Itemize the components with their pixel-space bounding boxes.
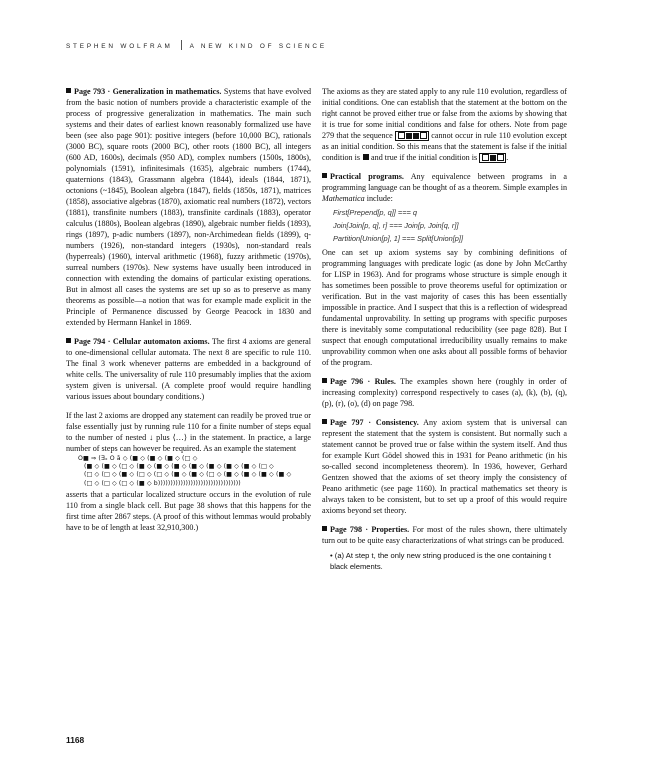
page-number: 1168 (66, 735, 85, 745)
text-run: The axioms as they are stated apply to any rule 110 evolution, regardless of initial conditions. One can establish that the statement at the bottom on the right cannot be proved either true or false from the axioms by showing that it is true for some initial conditions and false for others. Note from page 279 that the sequence (322, 87, 567, 140)
note-generalization (66, 86, 311, 328)
note-rules (322, 376, 567, 409)
header-book-title: A NEW KIND OF SCIENCE (189, 43, 327, 50)
paragraph-axiom-systems: One can set up axiom systems say by combining definitions of programming languages with predicate logic (as done by John McCarthy for LISP in 1963). And for programs whose structure is simple enough it has sometimes been possible to prove theorems useful for optimization or verification. But in the vast majority of cases this has been essentially impossible in practice. And I suspect that this is a reflection of widespread fundamental unprovability. In setting up programs with specific purposes there is inevitably some computational reducibility (see page 828). But I suspect that enough computational irreducibility usually remains to make unprovability common when one asks about all possible forms of behavior of the program. (322, 248, 567, 367)
white-cell-icon (482, 154, 489, 161)
list-bullet-icon: • (330, 551, 333, 560)
note-practical-programs (322, 171, 567, 204)
note-body: For most of the rules shown, there ultimately turn out to be quite easy characterizations of what strings can be produced. (322, 525, 568, 545)
note-body: The examples shown here (roughly in order of increasing complexity) correspond respectively to cases (a), (k), (b), (q), (p), (r), (o), (d) on page 798. (322, 377, 567, 408)
bullet-icon (322, 419, 327, 424)
note-body: include: (364, 194, 393, 203)
bullet-icon (322, 526, 327, 531)
note-heading: Page 793 · Generalization in mathematics. (74, 87, 222, 96)
paragraph-axioms-dropped: If the last 2 axioms are dropped any statement can readily be proved true or false essentially just by running rule 110 for a finite number of steps equal to the number of nested ↓ plus ⟨…⟩ in the statement. In practice, a large number of steps can however be required. As an example the statement (66, 411, 311, 453)
paragraph-axioms-rule110 (322, 86, 567, 163)
note-consistency (322, 417, 567, 516)
note-body: The first 4 axioms are general to one-dimensional cellular automata. The next 8 are specific to rule 110. The final 3 work whenever patterns are embedded in a background of white cells. The universality of rule 110 presumably implies that the axiom system given is universal. (A complete proof would require handling various issues about boundary conditions.) (66, 337, 311, 401)
note-cellular-automaton-axioms (66, 336, 311, 402)
formula-line: (□ ◇ (□ ◇ (■ ◇ (□ ◇ (□ ◇ (■ ◇ (■ ◇ (□ ◇ (■ ◇ (■ ◇ (■ ◇ (■ ◇ (84, 471, 292, 479)
code-examples (333, 206, 567, 245)
formula-line: (■ ◇ (■ ◇ (□ ◇ (■ ◇ (■ ◇ (■ ◇ (■ ◇ (■ ◇ (■ ◇ (■ ◇ (□ ◇ (84, 463, 274, 471)
cell-sequence-glyph (479, 153, 509, 163)
black-cell-icon (363, 154, 369, 160)
black-cell-icon (490, 155, 496, 161)
code-line: Partition[Union[p], 1] === Split[Union[p]] (333, 234, 464, 243)
header-author: STEPHEN WOLFRAM (66, 43, 173, 50)
formula-block (78, 455, 311, 488)
left-column (66, 86, 311, 541)
paragraph-assertion: asserts that a particular localized structure occurs in the evolution of rule 110 from a single black cell. But page 38 shows that this happens for the first time after 2867 steps. (A proof of this without lemmas would probably have to be of length at least 32,910,300.) (66, 489, 311, 532)
text-run: . (506, 153, 509, 162)
bullet-icon (66, 338, 71, 343)
note-body-emphasis: Mathematica (322, 194, 365, 203)
text-run: cannot occur in rule 110 evolution except as an initial condition. So this means that the statement is false if the initial condition is (322, 131, 568, 162)
note-properties (322, 524, 567, 546)
right-column (322, 86, 567, 572)
header-separator (181, 40, 182, 50)
note-heading: Page 798 · Properties. (330, 525, 410, 534)
formula-line: (□ ◇ (□ ◇ (□ ◇ (■ ◇ b))))))))))))))))))))))))))))))))) (84, 479, 241, 487)
note-heading: Page 796 · Rules. (330, 377, 396, 386)
white-cell-icon (497, 154, 504, 161)
black-cell-icon (413, 133, 419, 139)
black-cell-icon (406, 133, 412, 139)
white-cell-icon (398, 132, 405, 139)
text-run: and true if the initial condition is (369, 153, 480, 162)
note-heading: Practical programs. (330, 172, 404, 181)
code-line: First[Prepend[p, q]] === q (333, 208, 418, 217)
formula-line: O■ ⇒ (∃ₓ O ā ◇ (■ ◇ (■ ◇ (■ ◇ (□ ◇ (78, 455, 198, 462)
note-heading: Page 794 · Cellular automaton axioms. (74, 337, 210, 346)
running-header (66, 40, 327, 50)
bullet-icon (322, 173, 327, 178)
list-item-text: (a) At step t, the only new string produced is the one containing t black elements. (330, 551, 551, 571)
note-body: Any axiom system that is universal can represent the statement that the system is consistent. But normally such a statement cannot be proved true or false within the system itself. And thus for example Kurt Gödel showed this in 1931 for Peano arithmetic (in his so-called second incompleteness theorem). In 1936, however, Gerhard Gentzen showed that the axioms of set theory imply the consistency of Peano arithmetic (see page 1160). In practical mathematics set theory is always taken to be consistent, but to set up a proof of this would require axioms beyond set theory. (322, 418, 567, 515)
code-line: Join[Join[p, q], r] === Join[p, Join[q, r]] (333, 221, 459, 230)
bullet-icon (66, 88, 71, 93)
bullet-icon (322, 378, 327, 383)
note-body: Any equivalence between programs in a programming language can be thought of as a theorem. Simple examples in (322, 172, 567, 192)
cell-sequence-glyph (395, 131, 429, 141)
note-heading: Page 797 · Consistency. (330, 418, 419, 427)
white-cell-icon (420, 132, 427, 139)
list-item (330, 550, 567, 572)
note-body: Systems that have evolved from the basic notion of numbers provide a characteristic example of the process of progressive generalization in mathematics. The main such systems and their dates of earliest known reasonably formalized use have been (see also page 901): positive integers (before 10,000 BC), rationals (3000 BC), square roots (2000 BC), other roots (1800 BC), all integers (600 AD, 1600s), decimals (950 AD), complex numbers (1500s, 1800s), polynomials (1591), infinitesimals (1635), algebraic numbers (1744), quaternions (1843), Grassmann algebra (1844), ideals (1844, 1871), octonions (~1845), Boolean algebra (1847), fields (1850s, 1871), matrices (1858), associative algebras (1870), axiomatic real numbers (1872), vectors (1881), transfinite numbers (1883), transfinite cardinals (1883), operator calculus (1880s), Boolean algebras (1890), algebraic number fields (1893), rings (1897), p-adic numbers (1897), non-Archimedean fields (1899), q-numbers (1926), non-standard integers (1930s), non-standard reals (hyperreals) (1960), interval arithmetic (1968), fuzzy arithmetic (1970s), surreal numbers (1970s). New systems have usually been introduced in connection with extending the domains of particular existing operations. But in almost all cases the systems are set up so as to preserve as many theorems as possible—a notion that was for example made explicit in the Principle of Permanence discussed by George Peacock in 1830 and extended by Hermann Hankel in 1869. (66, 87, 311, 327)
